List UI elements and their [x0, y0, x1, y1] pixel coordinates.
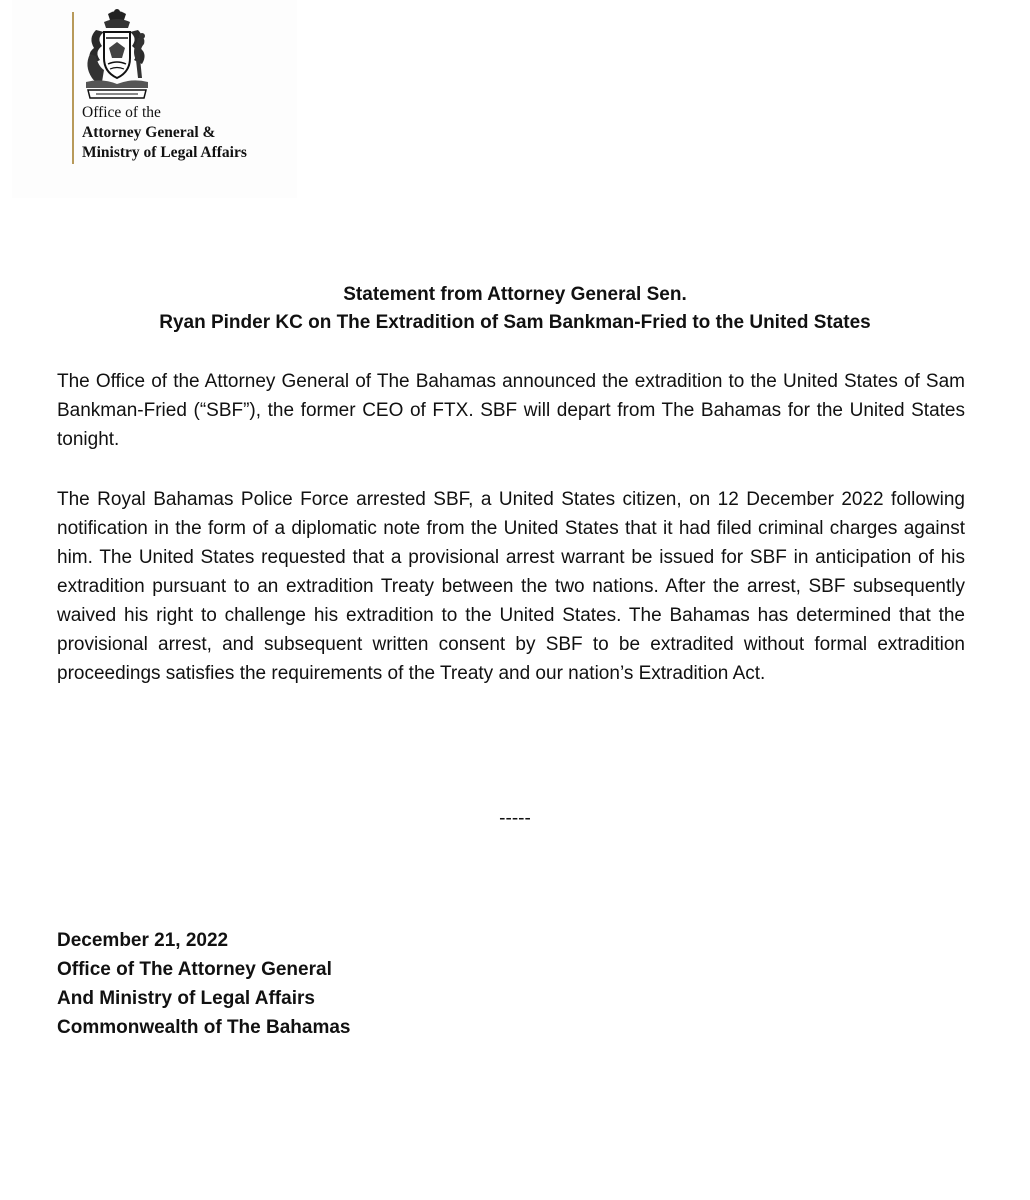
office-name [82, 103, 302, 163]
signoff-block [57, 926, 351, 1042]
statement-paragraph: The Royal Bahamas Police Force arrested SBF, a United States citizen, on 12 December 2022 following notification in the form of a diplomatic note from the United States that it had filed criminal charges against him. The United States requested that a provisional arrest warrant be issued for SBF in anticipation of his extradition pursuant to an extradition Treaty between the two nations. After the arrest, SBF subsequently waived his right to challenge his extradition to the United States. The Bahamas has determined that the provisional arrest, and subsequent written consent by SBF to be extradited without formal extradition proceedings satisfies the requirements of the Treaty and our nation’s Extradition Act. [57, 489, 965, 684]
office-name-line: Attorney General & [82, 124, 216, 141]
signoff-date: December 21, 2022 [57, 930, 229, 951]
section-separator: ----- [499, 808, 531, 829]
signoff-line: And Ministry of Legal Affairs [57, 988, 315, 1009]
office-name-line: Ministry of Legal Affairs [82, 144, 247, 161]
statement-title-line: Statement from Attorney General Sen. [343, 284, 687, 305]
office-name-line: Office of the [82, 104, 161, 121]
signoff-line: Commonwealth of The Bahamas [57, 1017, 351, 1038]
statement-paragraph: The Office of the Attorney General of The Bahamas announced the extradition to the United States of Sam Bankman-Fried (“SBF”), the former CEO of FTX. SBF will depart from The Bahamas for the United States tonight. [57, 371, 965, 450]
signoff-line: Office of The Attorney General [57, 959, 332, 980]
letterhead [12, 0, 297, 198]
letterhead-rule [72, 12, 74, 164]
bahamas-coat-of-arms-icon [82, 8, 152, 100]
statement-title [0, 281, 1030, 337]
statement-title-line: Ryan Pinder KC on The Extradition of Sam Bankman-Fried to the United States [159, 312, 871, 333]
